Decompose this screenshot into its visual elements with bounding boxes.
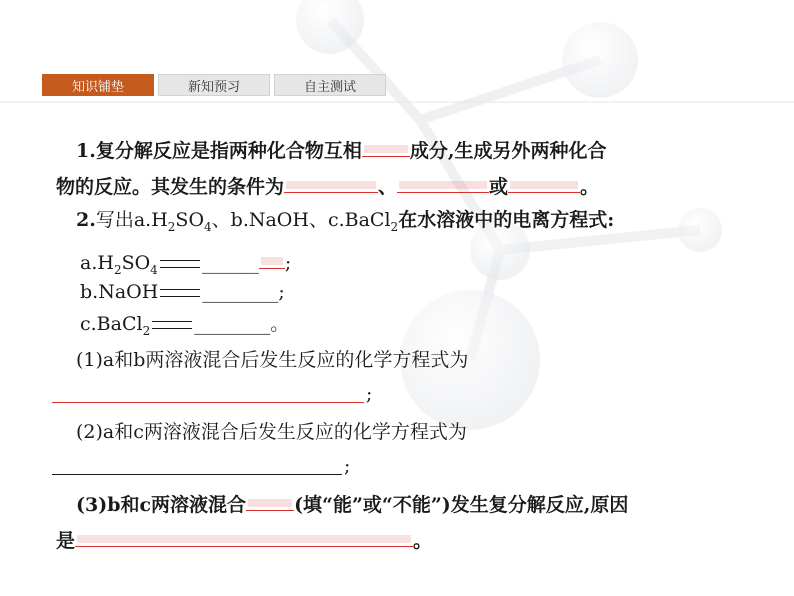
q2-a-sub2: 2 [113, 262, 122, 277]
q2-a-answer-blank[interactable]: ______ [201, 252, 259, 274]
q2-intro-a: 写出a.H [95, 209, 168, 231]
q2-part1-end [366, 382, 372, 406]
q1-end: 。 [580, 176, 600, 198]
q2-a-sub4: 4 [150, 262, 158, 277]
q2-part2-text [76, 420, 467, 444]
q1-text-c: 物的反应。其发生的条件为 [56, 176, 285, 198]
equals-sign [160, 289, 200, 297]
q2-part2-answer-line[interactable] [52, 456, 342, 475]
q2-a-answer-mark[interactable] [259, 248, 285, 269]
q2-sub-2a: 2 [167, 219, 176, 234]
q1-number: 1. [76, 140, 96, 162]
q2-a-label-b: SO [121, 252, 151, 274]
tab-self-test[interactable]: 自主测试 [274, 74, 386, 96]
q2-number: 2. [76, 209, 96, 231]
q2-part3-line2 [56, 526, 432, 553]
q2-sub-4: 4 [204, 219, 212, 234]
q2-part3-end: 。 [413, 530, 433, 552]
tab-new-preview[interactable]: 新知预习 [158, 74, 270, 96]
q2-part3-text-b: (填“能”或“不能”)发生复分解反应,原因 [294, 494, 629, 516]
q2-c-equation [80, 312, 289, 343]
q1-answer-blank-1[interactable] [362, 136, 410, 157]
q2-part3-text-a: (3)b和c两溶液混合 [76, 494, 247, 516]
q1-line1 [76, 136, 606, 163]
q2-b-equation [80, 280, 285, 304]
q2-a-label-a: a.H [80, 252, 114, 274]
q2-b-end: ; [278, 281, 285, 303]
q2-a-end: ; [284, 252, 292, 274]
q2-part2-end [344, 454, 350, 478]
q2-b-answer-blank[interactable]: ________ [202, 281, 279, 303]
equals-sign [152, 321, 192, 329]
q2-c-sub2: 2 [142, 323, 151, 338]
q2-a-equation [80, 248, 291, 282]
q2-part2-semicolon: ; [344, 455, 351, 477]
q2-part3-answer-blank[interactable] [246, 490, 294, 511]
q1-answer-blank-2[interactable] [284, 172, 378, 193]
q1-text-b: 成分,生成另外两种化合 [409, 140, 607, 162]
q2-part1-answer-line[interactable] [52, 384, 364, 403]
q2-intro-c: 、b.NaOH、c.BaCl [211, 209, 391, 231]
q2-intro-d: 在水溶液中的电离方程式: [398, 209, 615, 231]
equals-sign [160, 260, 200, 268]
q1-line2 [56, 172, 599, 199]
q1-text-a: 复分解反应是指两种化合物互相 [95, 140, 362, 162]
q1-answer-blank-4[interactable] [508, 172, 580, 193]
tab-knowledge-foundation[interactable]: 知识铺垫 [42, 74, 154, 96]
q2-part3-reason-blank[interactable] [75, 526, 413, 547]
q2-c-label: c.BaCl [80, 313, 143, 335]
q1-answer-blank-3[interactable] [397, 172, 489, 193]
q2-part1-text [76, 348, 468, 372]
q2-intro-b: SO [175, 209, 205, 231]
q2-part1-prompt: (1)a和b两溶液混合后发生反应的化学方程式为 [76, 349, 469, 371]
q2-part2-prompt: (2)a和c两溶液混合后发生反应的化学方程式为 [76, 421, 467, 443]
q2-b-label: b.NaOH [80, 281, 159, 303]
q1-sep-2: 或 [489, 176, 509, 198]
q2-c-answer-blank[interactable]: ________ [194, 313, 271, 335]
q2-part1-semicolon: ; [366, 383, 373, 405]
q2-intro [76, 208, 614, 239]
q1-sep-1: 、 [378, 176, 398, 198]
q2-c-end: 。 [270, 313, 290, 335]
q2-part3-text-c: 是 [56, 530, 76, 552]
q2-sub-2b: 2 [390, 219, 399, 234]
q2-part3-line1 [76, 490, 628, 517]
